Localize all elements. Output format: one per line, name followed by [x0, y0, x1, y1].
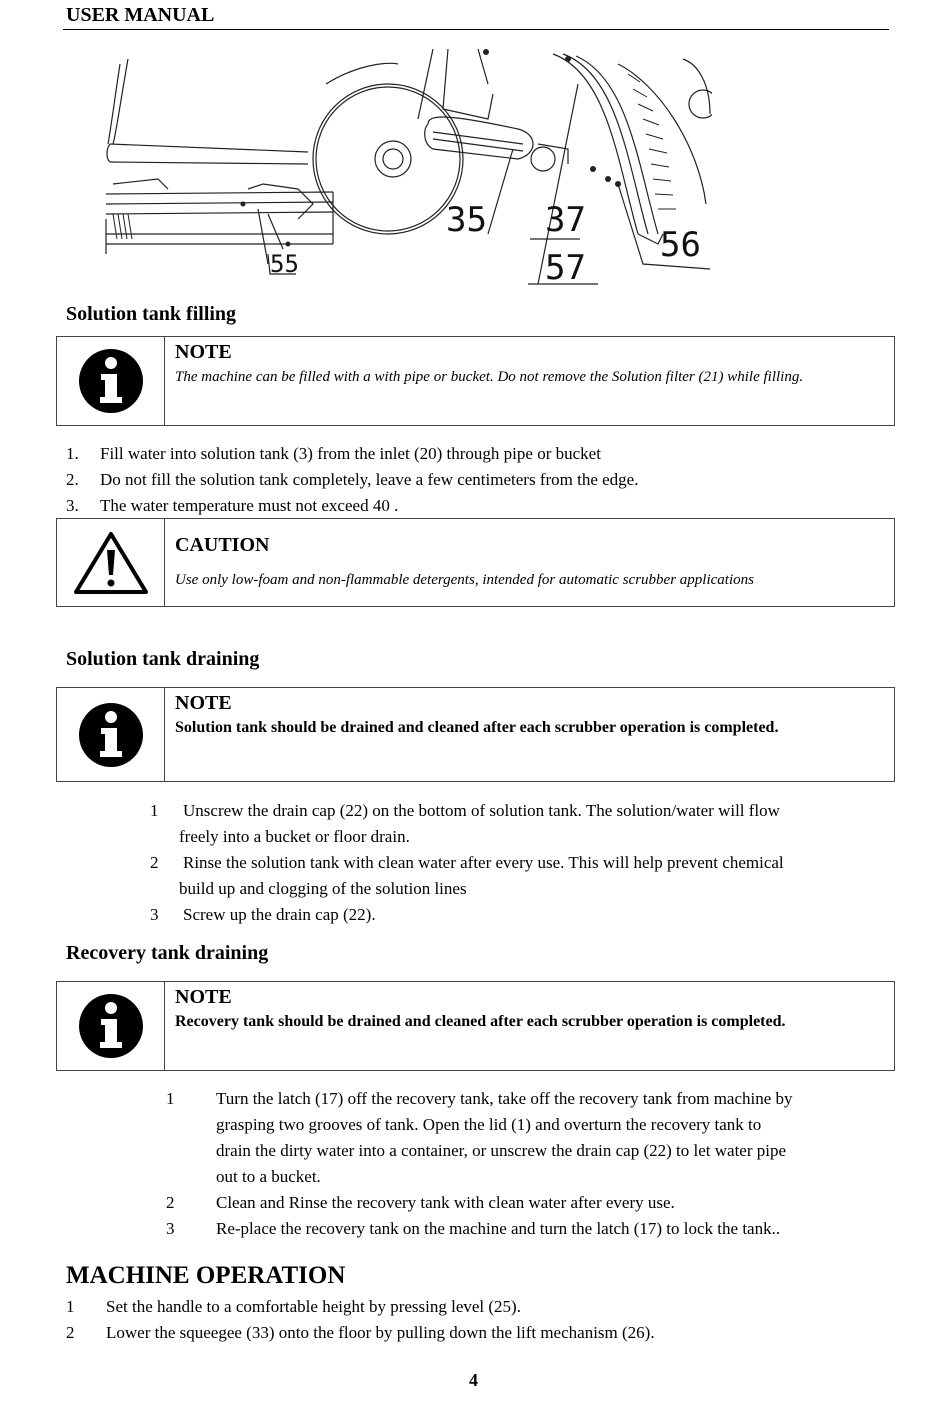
note-box-solution-draining [56, 687, 895, 782]
section-title-recovery-draining: Recovery tank draining [66, 942, 269, 964]
list-item [166, 1086, 793, 1112]
list-item [150, 798, 780, 824]
callout-56: 56 [660, 225, 701, 265]
note-title: NOTE [175, 341, 232, 363]
info-icon [77, 347, 145, 415]
callout-37: 37 [545, 200, 586, 240]
list-number: 2 [166, 1193, 175, 1212]
list-item [66, 441, 601, 467]
caution-title: CAUTION [175, 534, 270, 556]
info-icon [77, 701, 145, 769]
page-number: 4 [469, 1370, 478, 1390]
list-item [66, 1294, 521, 1320]
list-item [150, 850, 784, 876]
machine-parts-figure [98, 44, 712, 294]
list-item [166, 1216, 781, 1242]
list-text: Screw up the drain cap (22). [183, 905, 376, 924]
list-item [66, 467, 639, 493]
note-title: NOTE [175, 692, 232, 714]
list-text: Re-place the recovery tank on the machine and turn the latch (17) to lock the tank.. [216, 1219, 781, 1238]
header-rule [63, 29, 889, 30]
list-text: Clean and Rinse the recovery tank with clean water after every use. [216, 1193, 675, 1212]
list-number: 2 [150, 853, 159, 872]
info-icon [77, 992, 145, 1060]
section-title-solution-draining: Solution tank draining [66, 648, 260, 670]
list-text-continued: freely into a bucket or floor drain. [179, 827, 410, 846]
list-number: 1 [166, 1089, 175, 1108]
caution-text: Use only low-foam and non-flammable detergents, intended for automatic scrubber applications [175, 572, 754, 588]
list-number: 1 [150, 801, 159, 820]
note-box-recovery-draining [56, 981, 895, 1071]
list-item [150, 902, 376, 928]
list-text: Do not fill the solution tank completely, leave a few centimeters from the edge. [100, 470, 639, 489]
list-text: Fill water into solution tank (3) from the inlet (20) through pipe or bucket [100, 444, 601, 463]
list-number: 1 [66, 1297, 75, 1316]
section-title-machine-operation: MACHINE OPERATION [66, 1262, 346, 1289]
callout-57: 57 [545, 248, 586, 288]
list-text: Set the handle to a comfortable height by pressing level (25). [106, 1297, 521, 1316]
list-number: 3. [66, 496, 79, 515]
list-text-continued: drain the dirty water into a container, or unscrew the drain cap (22) to let water pipe [216, 1141, 787, 1160]
list-text: Rinse the solution tank with clean water after every use. This will help prevent chemical [183, 853, 784, 872]
callout-35: 35 [446, 200, 487, 240]
list-text-continued: grasping two grooves of tank. Open the lid (1) and overturn the recovery tank to [216, 1115, 762, 1134]
list-item [166, 1190, 675, 1216]
list-number: 3 [166, 1219, 175, 1238]
warning-icon [73, 530, 149, 596]
note-title: NOTE [175, 986, 232, 1008]
list-text: The water temperature must not exceed 40 . [100, 496, 399, 515]
list-item [66, 1320, 655, 1346]
list-text: Unscrew the drain cap (22) on the bottom of solution tank. The solution/water will flow [183, 801, 780, 820]
list-item [66, 493, 399, 519]
list-number: 2. [66, 470, 79, 489]
list-number: 1. [66, 444, 79, 463]
note-box-filling [56, 336, 895, 426]
list-text: Turn the latch (17) off the recovery tank, take off the recovery tank from machine by [216, 1089, 793, 1108]
section-title-solution-filling: Solution tank filling [66, 303, 237, 325]
note-text: Recovery tank should be drained and cleaned after each scrubber operation is completed. [175, 1013, 786, 1030]
note-text: The machine can be filled with a with pipe or bucket. Do not remove the Solution filter (21) while filling. [175, 369, 804, 385]
page-header: USER MANUAL [66, 4, 215, 26]
list-text-continued: out to a bucket. [216, 1167, 321, 1186]
note-text: Solution tank should be drained and cleaned after each scrubber operation is completed. [175, 719, 779, 736]
caution-box [56, 518, 895, 607]
list-text: Lower the squeegee (33) onto the floor by pulling down the lift mechanism (26). [106, 1323, 655, 1342]
callout-55: 55 [270, 250, 299, 278]
list-number: 2 [66, 1323, 75, 1342]
list-number: 3 [150, 905, 159, 924]
list-text-continued: build up and clogging of the solution lines [179, 879, 467, 898]
